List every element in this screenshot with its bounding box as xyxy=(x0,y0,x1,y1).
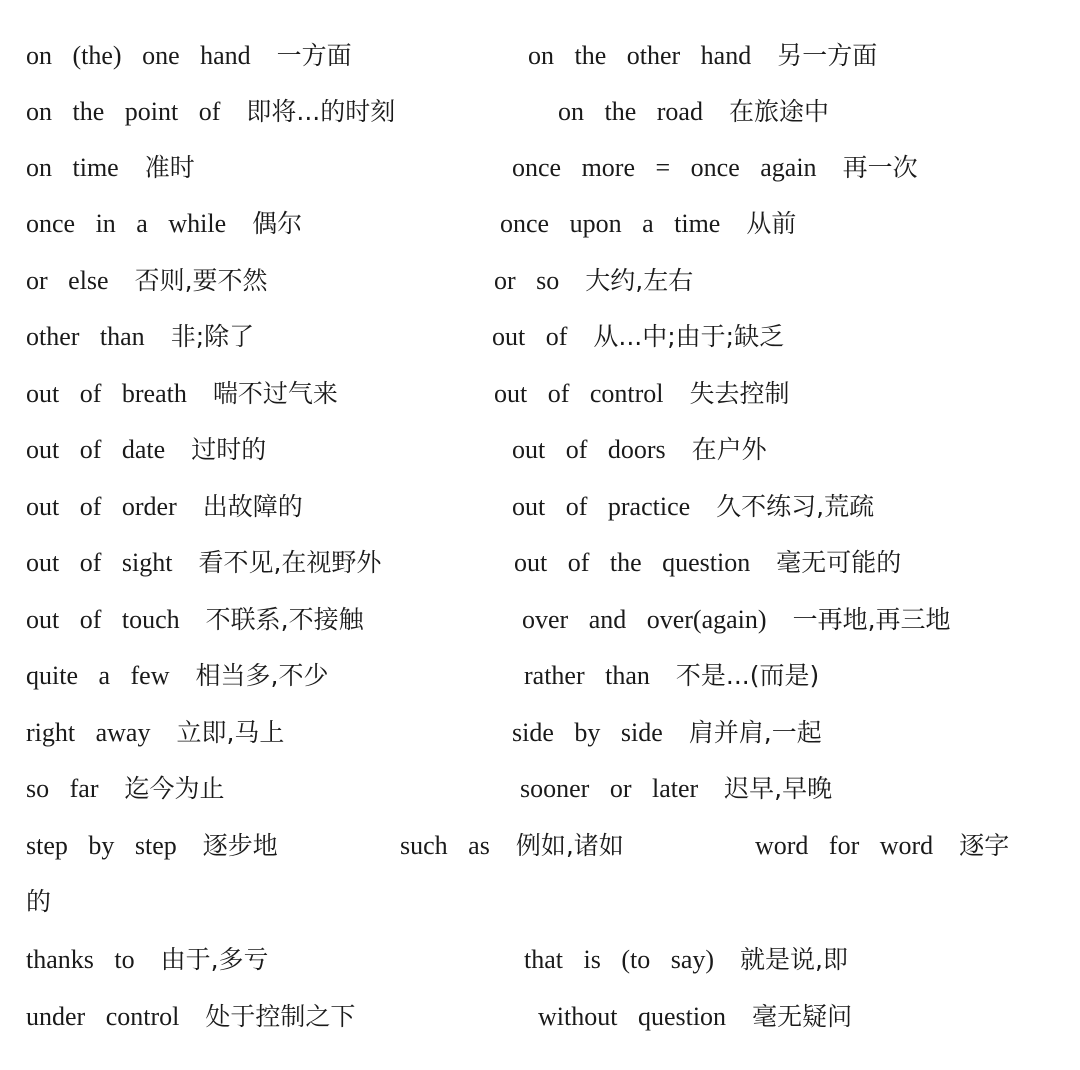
phrase-en: that is (to say) xyxy=(524,945,715,974)
phrase-entry xyxy=(538,1002,852,1032)
phrase-zh: 在户外 xyxy=(691,435,767,464)
phrase-en: without question xyxy=(538,1002,727,1031)
phrase-entry xyxy=(26,945,269,975)
phrase-en: over and over(again) xyxy=(522,605,767,634)
phrase-en: out of practice xyxy=(512,492,691,521)
phrase-entry xyxy=(494,379,790,409)
phrase-en: once more = once again xyxy=(512,153,817,182)
phrase-zh: 毫无可能的 xyxy=(776,548,902,577)
phrase-zh: 准时 xyxy=(144,153,195,182)
phrase-entry xyxy=(26,548,381,578)
phrase-en: out of order xyxy=(26,492,177,521)
phrase-entry xyxy=(26,266,268,296)
phrase-en: out of the question xyxy=(514,548,751,577)
phrase-en: once in a while xyxy=(26,209,227,238)
phrase-en: out of sight xyxy=(26,548,173,577)
phrase-entry xyxy=(26,153,195,183)
phrase-entry xyxy=(524,661,819,691)
phrase-entry xyxy=(26,379,338,409)
phrase-zh: 失去控制 xyxy=(689,379,790,408)
phrase-entry xyxy=(558,97,829,127)
phrase-entry xyxy=(26,492,303,522)
phrase-zh: 从前 xyxy=(746,209,797,238)
phrase-en: so far xyxy=(26,774,99,803)
phrase-en: under control xyxy=(26,1002,180,1031)
phrase-zh: 由于,多亏 xyxy=(160,945,269,974)
phrase-zh: 迄今为止 xyxy=(124,774,225,803)
phrase-en: out of date xyxy=(26,435,166,464)
phrase-en: on the other hand xyxy=(528,41,752,70)
phrase-zh: 一方面 xyxy=(276,41,352,70)
phrase-entry xyxy=(26,831,278,861)
phrase-zh: 立即,马上 xyxy=(176,718,285,747)
phrase-en: out of xyxy=(492,322,568,351)
phrase-zh: 喘不过气来 xyxy=(212,379,338,408)
phrase-zh: 毫无疑问 xyxy=(752,1002,853,1031)
phrase-entry xyxy=(26,435,266,465)
phrase-zh: 相当多,不少 xyxy=(195,661,329,690)
phrase-en: on (the) one hand xyxy=(26,41,251,70)
phrase-en: out of touch xyxy=(26,605,180,634)
phrase-entry xyxy=(512,718,822,748)
phrase-zh: 在旅途中 xyxy=(728,97,829,126)
phrase-en: or else xyxy=(26,266,109,295)
phrase-zh: 不联系,不接触 xyxy=(205,605,364,634)
phrase-zh: 从...中;由于;缺乏 xyxy=(593,322,785,351)
phrase-entry xyxy=(492,322,784,352)
phrase-en: out of control xyxy=(494,379,664,408)
phrase-zh: 另一方面 xyxy=(777,41,878,70)
phrase-zh: 非;除了 xyxy=(170,322,255,351)
phrase-en: rather than xyxy=(524,661,650,690)
phrase-entry xyxy=(528,41,877,71)
phrase-zh: 久不练习,荒疏 xyxy=(716,492,875,521)
phrase-zh: 的 xyxy=(26,887,52,916)
phrase-en: side by side xyxy=(512,718,663,747)
phrase-entry xyxy=(524,945,848,975)
phrase-en: or so xyxy=(494,266,560,295)
phrase-zh: 肩并肩,一起 xyxy=(688,718,822,747)
phrase-zh: 就是说,即 xyxy=(740,945,848,974)
phrase-en: quite a few xyxy=(26,661,170,690)
phrase-entry xyxy=(522,605,951,635)
phrase-en: on the point of xyxy=(26,97,221,126)
phrase-entry xyxy=(520,774,832,804)
phrase-zh: 迟早,早晚 xyxy=(724,774,833,803)
phrase-en: on time xyxy=(26,153,119,182)
phrase-entry xyxy=(26,1002,355,1032)
phrase-zh: 否则,要不然 xyxy=(134,266,268,295)
phrase-zh: 处于控制之下 xyxy=(205,1002,356,1031)
phrase-en: other than xyxy=(26,322,145,351)
phrase-en: out of breath xyxy=(26,379,187,408)
phrase-entry xyxy=(512,492,874,522)
phrase-zh: 不是...(而是) xyxy=(675,661,820,690)
phrase-en: right away xyxy=(26,718,151,747)
phrase-zh: 出故障的 xyxy=(202,492,303,521)
phrase-entry xyxy=(26,661,328,691)
phrase-zh: 一再地,再三地 xyxy=(792,605,951,634)
phrase-entry xyxy=(26,209,302,239)
phrase-entry xyxy=(400,831,624,861)
phrase-en: such as xyxy=(400,831,490,860)
phrase-entry-continued xyxy=(26,887,51,917)
phrase-entry xyxy=(26,774,225,804)
phrase-zh: 逐字 xyxy=(959,831,1010,860)
phrase-entry xyxy=(494,266,693,296)
phrase-zh: 看不见,在视野外 xyxy=(198,548,382,577)
phrase-zh: 再一次 xyxy=(842,153,918,182)
phrase-en: word for word xyxy=(755,831,934,860)
phrase-zh: 偶尔 xyxy=(252,209,303,238)
phrase-en: on the road xyxy=(558,97,703,126)
phrase-entry xyxy=(514,548,901,578)
phrase-entry xyxy=(512,153,918,183)
phrase-zh: 过时的 xyxy=(191,435,267,464)
phrase-entry xyxy=(26,718,284,748)
phrase-entry xyxy=(500,209,796,239)
phrase-zh: 大约,左右 xyxy=(585,266,694,295)
phrase-en: step by step xyxy=(26,831,177,860)
phrase-zh: 即将...的时刻 xyxy=(246,97,396,126)
phrase-entry xyxy=(26,41,352,71)
phrase-en: once upon a time xyxy=(500,209,721,238)
phrase-entry xyxy=(755,831,1009,861)
phrase-zh: 逐步地 xyxy=(202,831,278,860)
phrase-zh: 例如,诸如 xyxy=(515,831,624,860)
phrase-en: out of doors xyxy=(512,435,666,464)
phrase-entry xyxy=(512,435,767,465)
phrase-entry xyxy=(26,605,364,635)
phrase-en: thanks to xyxy=(26,945,135,974)
phrase-entry xyxy=(26,97,395,127)
phrase-en: sooner or later xyxy=(520,774,699,803)
phrase-entry xyxy=(26,322,254,352)
